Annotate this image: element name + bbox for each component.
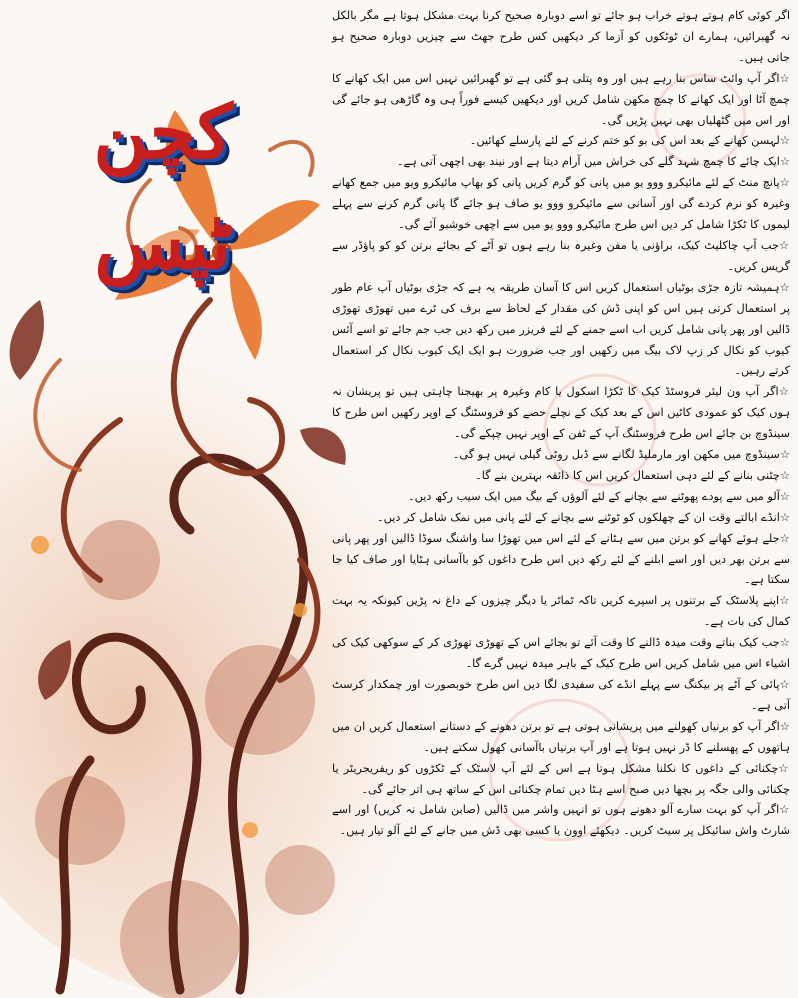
tip-item bbox=[332, 529, 790, 592]
tip-item bbox=[332, 466, 790, 487]
tip-item bbox=[332, 445, 790, 466]
star-bullet-icon: ☆ bbox=[779, 489, 790, 503]
tip-text: جلے ہوئے کھانے کو برتن میں سے ہٹانے کے لئے اس میں تھوڑا سا واشنگ سوڈا ڈالیں اور پھر پانی سے برتن بھر دیں اور اسے ابلنے کے لئے رکھ دیں اس طرح داغوں کو باآسانی ہٹایا اور صاف کیا جا سکتا ہے۔ bbox=[332, 531, 790, 587]
star-bullet-icon: ☆ bbox=[779, 636, 790, 650]
tip-item bbox=[332, 717, 790, 759]
tip-text: ایک چائے کا چمچ شہد گلے کی خراش میں آرام دیتا ہے اور نیند بھی اچھی آتی ہے۔ bbox=[396, 155, 780, 169]
tip-text: پانچ منٹ کے لئے مائیکرو ووو یو میں پانی کو گرم کریں پانی کو بھاپ مائیکرو ویو میں جمع کھانے وغیرہ کو نرم کردے گی اور آسانی سے مائیکرو ووو یو صاف ہو جائے گا پانی گرم کرنے سے پہلے لیموں کا ٹکڑا شامل کر دیں اس طرح مائیکرو ووو یو میں سے اچھی خوشبو آئے گی۔ bbox=[332, 176, 790, 232]
tip-text: جب آپ چاکلیٹ کیک، براؤنی یا مفن وغیرہ بنا رہے ہوں تو آٹے کے بجائے برتن کو کو پاؤڈر سے گریس کریں۔ bbox=[332, 238, 790, 273]
tip-item bbox=[332, 591, 790, 633]
tip-text: اگر آپ کو بہت سارے آلو دھونے ہوں تو انہیں واشر میں ڈالیں (صابن شامل نہ کریں) اور اسے شارٹ واش سائیکل پر سیٹ کریں۔ دیکھئے اوون یا کسی بھی ڈش میں جانے کے لئے آلو تیار ہیں۔ bbox=[332, 803, 790, 838]
tip-text: اپنے پلاسٹک کے برتنوں پر اسپرے کریں تاکہ ٹماٹر یا دیگر چیزوں کے داغ نہ پڑیں کیونکہ یہ بہت کمال کی بات ہے۔ bbox=[332, 594, 790, 629]
star-bullet-icon: ☆ bbox=[779, 594, 790, 608]
tip-item bbox=[332, 382, 790, 445]
tip-text: سینڈوچ میں مکھن اور مارملیڈ لگانے سے ڈبل روٹی گیلی نہیں ہو گی۔ bbox=[452, 448, 780, 462]
intro-paragraph: اگر کوئی کام ہوتے ہوتے خراب ہو جائے تو اسے دوبارہ صحیح کرنا بہت مشکل ہوتا ہے مگر بالکل نہ گھبرائیں، ہمارے ان ٹوٹکوں کو آزما کر دیکھیں کس طرح جھٹ سے چیزیں دوبارہ صحیح ہو جاتی ہیں۔ bbox=[332, 9, 790, 64]
tip-text: پائی کے آٹے پر بیکنگ سے پہلے انڈے کی سفیدی لگا دیں اس طرح خوبصورت اور چمکدار کرسٹ آتی ہے۔ bbox=[332, 678, 790, 712]
tip-item bbox=[332, 131, 790, 152]
star-bullet-icon: ☆ bbox=[779, 531, 790, 545]
star-bullet-icon: ☆ bbox=[779, 71, 790, 85]
tip-text: اگر آپ ون لیئر فروسٹڈ کیک کا ٹکڑا اسکول یا کام وغیرہ پر بھیجنا چاہتی ہیں تو پریشان نہ ہوں کیک کو عمودی کاٹیں اس کے بعد کیک کے نچلے حصے کو فروسٹنگ کے اوپر رکھیں اس طرح کا سینڈوچ بن جائے اس طرح فروسٹنگ آپ کے ٹفن کے اوپر نہیں چپکے گی۔ bbox=[332, 385, 790, 441]
tip-text: اگر آپ وائٹ ساس بنا رہے ہیں اور وہ پتلی ہو گئی ہے تو گھبرائیں نہیں اس میں ایک کھانے کا چمچ آٹا اور ایک کھانے کا چمچ مکھن شامل کریں اور دیکھیں کیسے فوراً ہی وہ گاڑھی ہو جائے گی اور اس میں گٹھلیاں بھی نہیں پڑیں گی۔ bbox=[332, 71, 790, 127]
star-bullet-icon: ☆ bbox=[779, 803, 790, 817]
tip-item bbox=[332, 633, 790, 675]
tip-text: انڈے ابالتے وقت ان کے چھلکوں کو ٹوٹنے سے بچانے کے لئے پانی میں نمک شامل کر دیں۔ bbox=[377, 510, 780, 524]
tip-item bbox=[332, 487, 790, 508]
star-bullet-icon: ☆ bbox=[779, 448, 790, 462]
tip-item bbox=[332, 800, 790, 842]
tip-text: چکنائی کے داغوں کا نکلنا مشکل ہوتا ہے اس کے لئے آپ لاسٹک کے ٹکڑوں کو ریفریجریٹر یا چکنائی والی جگہ پر بچھا دیں صبح اسے ہٹا دیں تمام چکنائی اس کے ساتھ ہی اتر جائے گی۔ bbox=[332, 761, 790, 796]
tips-content bbox=[332, 6, 790, 992]
star-bullet-icon: ☆ bbox=[779, 134, 790, 148]
star-bullet-icon: ☆ bbox=[779, 468, 790, 482]
star-bullet-icon: ☆ bbox=[779, 238, 790, 252]
tip-text: اگر آپ کو برنیاں کھولنے میں پریشانی ہوتی ہے تو برتن دھونے کے دستانے استعمال کریں ان میں ہاتھوں کے پھسلنے کا ڈر نہیں ہوتا ہے اور آپ برنیاں باآسانی کھول سکتے ہیں۔ bbox=[332, 719, 790, 754]
tip-item bbox=[332, 759, 790, 801]
star-bullet-icon: ☆ bbox=[779, 280, 790, 294]
star-bullet-icon: ☆ bbox=[778, 761, 790, 775]
tip-text: ہمیشہ تازہ جڑی بوٹیاں استعمال کریں اس کا آسان طریقہ یہ ہے کہ جڑی بوٹیاں آپ عام طور پر استعمال کرتی ہیں اس کو اپنی ڈش کی مقدار کے لحاظ سے برف کی ٹرے میں تھوڑی تھوڑی ڈالیں اور پھر پانی شامل کریں اب اسے جمنے کے لئے فریزر میں رکھ دیں جب جم جائے تو اسے آئس کیوب کو نکال کر زپ لاک بیگ میں رکھیں اور جب ضرورت ہو ایک ایک کیوب نکال کر استعمال کرتے رہیں۔ bbox=[332, 280, 790, 378]
tip-item bbox=[332, 152, 790, 173]
tip-text: لہسن کھانے کے بعد اس کی بو کو ختم کرنے کے لئے پارسلے کھائیں۔ bbox=[469, 134, 780, 148]
tip-item bbox=[332, 236, 790, 278]
star-bullet-icon: ☆ bbox=[779, 176, 790, 190]
star-bullet-icon: ☆ bbox=[779, 719, 790, 733]
star-bullet-icon: ☆ bbox=[778, 385, 790, 399]
tip-item bbox=[332, 508, 790, 529]
star-bullet-icon: ☆ bbox=[779, 510, 790, 524]
tip-item bbox=[332, 173, 790, 236]
tips-list bbox=[332, 69, 790, 843]
tip-item bbox=[332, 675, 790, 717]
star-bullet-icon: ☆ bbox=[779, 155, 790, 169]
tip-item bbox=[332, 69, 790, 132]
tip-text: جب کیک بناتے وقت میدہ ڈالنے کا وقت آئے تو بجائے اس کے تھوڑی تھوڑی کر کے سوکھی کیک کی اشیاء اس میں شامل کریں اس طرح کیک کے باہر میدہ نہیں گرے گا۔ bbox=[332, 636, 790, 671]
page-title: کچن ٹپس bbox=[93, 90, 233, 286]
star-bullet-icon: ☆ bbox=[779, 678, 790, 691]
tip-text: آلو میں سے پودے پھوٹنے سے بچانے کے لئے آلوؤں کے بیگ میں ایک سیب رکھ دیں۔ bbox=[408, 489, 780, 503]
tip-text: چٹنی بنانے کے لئے دہی استعمال کریں اس کا ذائقہ بہترین بنے گا۔ bbox=[475, 468, 780, 482]
tip-item bbox=[332, 278, 790, 383]
